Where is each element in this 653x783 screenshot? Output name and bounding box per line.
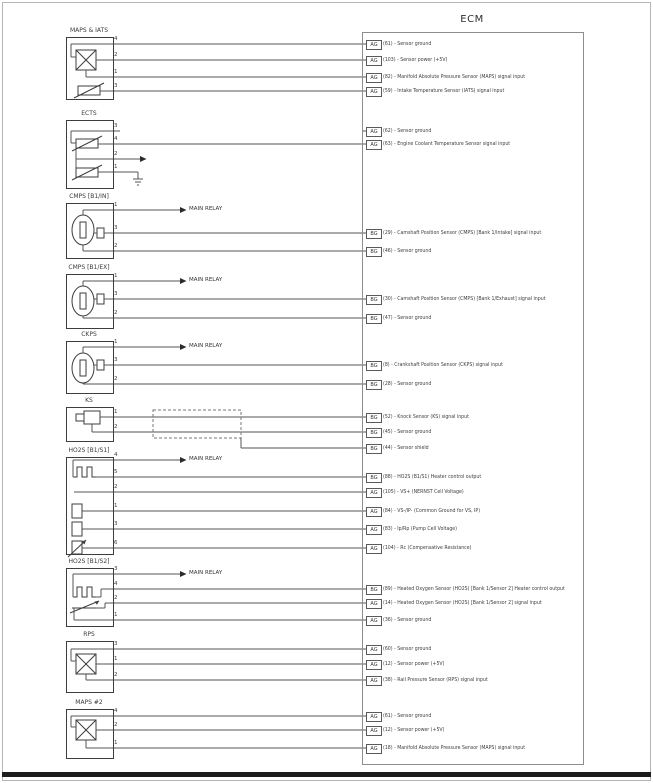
pin-number: 3 — [114, 566, 118, 572]
terminal-description: (46) - Sensor ground — [383, 247, 432, 254]
terminal-connector-box: BG — [366, 314, 382, 324]
terminal-description: (18) - Manifold Absolute Pressure Sensor (MAPS) signal input — [383, 744, 526, 751]
component-label-rps: RPS — [83, 631, 95, 638]
terminal-connector-box: AG — [366, 507, 382, 517]
pin-number: 1 — [114, 202, 118, 208]
component-box-ects — [66, 120, 114, 189]
terminal-description: (44) - Sensor shield — [383, 444, 429, 451]
pin-number: 1 — [114, 273, 118, 279]
component-box-ks — [66, 407, 114, 442]
pin-number: 2 — [114, 376, 118, 382]
pin-number: 3 — [114, 521, 118, 527]
pin-number: 1 — [114, 656, 118, 662]
pin-number: 2 — [114, 424, 118, 430]
terminal-description: (30) - Camshaft Position Sensor (CMPS) [Bank 1/Exhaust] signal input — [383, 295, 546, 302]
terminal-connector-box: AG — [366, 676, 382, 686]
component-label-cmps-b1-in: CMPS [B1/IN] — [69, 193, 109, 200]
component-box-ckps — [66, 341, 114, 394]
terminal-description: (89) - Heated Oxygen Sensor (HO2S) [Bank 1/Sensor 2] Heater control output — [383, 585, 565, 592]
pin-number: 3 — [114, 641, 118, 647]
component-label-ckps: CKPS — [81, 331, 97, 338]
terminal-description: (82) - Manifold Absolute Pressure Sensor (MAPS) signal input — [383, 73, 526, 80]
terminal-connector-box: AG — [366, 56, 382, 66]
pin-number: 4 — [114, 136, 118, 142]
pin-number: 1 — [114, 612, 118, 618]
terminal-connector-box: AG — [366, 544, 382, 554]
pin-number: 1 — [114, 409, 118, 415]
terminal-connector-box: BG — [366, 380, 382, 390]
terminal-connector-box: AG — [366, 712, 382, 722]
pin-number: 1 — [114, 339, 118, 345]
pin-number: 2 — [114, 310, 118, 316]
terminal-description: (36) - Sensor ground — [383, 616, 432, 623]
pin-number: 5 — [114, 469, 118, 475]
pin-number: 2 — [114, 243, 118, 249]
terminal-connector-box: AG — [366, 744, 382, 754]
pin-number: 2 — [114, 52, 118, 58]
component-label-cmps-b1-ex: CMPS [B1/EX] — [68, 264, 110, 271]
terminal-description: (8) - Crankshaft Position Sensor (CKPS) signal input — [383, 361, 503, 368]
terminal-description: (12) - Sensor power (+5V) — [383, 660, 445, 667]
component-box-rps — [66, 641, 114, 693]
terminal-description: (28) - Sensor ground — [383, 380, 432, 387]
terminal-connector-box: BG — [366, 229, 382, 239]
terminal-description: (38) - Rail Pressure Sensor (RPS) signal input — [383, 676, 488, 683]
terminal-connector-box: BG — [366, 295, 382, 305]
terminal-description: (103) - Sensor power (+5V) — [383, 56, 448, 63]
pin-number: 2 — [114, 722, 118, 728]
terminal-connector-box: AG — [366, 87, 382, 97]
terminal-description: (59) - Intake Temperature Sensor (IATS) signal input — [383, 87, 505, 94]
pin-number: 3 — [114, 357, 118, 363]
component-label-ho2s-b1-s2: HO2S [B1/S2] — [68, 558, 110, 565]
terminal-connector-box: BG — [366, 585, 382, 595]
terminal-description: (88) - HO2S (B1/S1) Heater control output — [383, 473, 482, 480]
terminal-description: (52) - Knock Sensor (KS) signal input — [383, 413, 469, 420]
pin-number: 4 — [114, 581, 118, 587]
pin-number: 1 — [114, 164, 118, 170]
terminal-connector-box: BG — [366, 444, 382, 454]
terminal-connector-box: AG — [366, 488, 382, 498]
terminal-connector-box: BG — [366, 413, 382, 423]
main-relay-label: MAIN RELAY — [189, 277, 223, 283]
terminal-description: (29) - Camshaft Position Sensor (CMPS) [Bank 1/Intake] signal input — [383, 229, 542, 236]
terminal-description: (12) - Sensor power (+5V) — [383, 726, 445, 733]
pin-number: 3 — [114, 123, 118, 129]
terminal-connector-box: AG — [366, 140, 382, 150]
pin-number: 4 — [114, 452, 118, 458]
pin-number: 2 — [114, 484, 118, 490]
terminal-connector-box: BG — [366, 428, 382, 438]
component-box-ho2s-b1-s2 — [66, 568, 114, 627]
pin-number: 1 — [114, 503, 118, 509]
terminal-description: (104) - Rc (Compensative Resistance) — [383, 544, 472, 551]
main-relay-label: MAIN RELAY — [189, 570, 223, 576]
terminal-description: (14) - Heated Oxygen Sensor (HO2S) [Bank 1/Sensor 2] signal input — [383, 599, 542, 606]
component-box-maps-2 — [66, 709, 114, 759]
terminal-connector-box: AG — [366, 616, 382, 626]
pin-number: 2 — [114, 595, 118, 601]
terminal-connector-box: AG — [366, 127, 382, 137]
component-label-ects: ECTS — [81, 110, 97, 117]
terminal-connector-box: AG — [366, 660, 382, 670]
terminal-connector-box: AG — [366, 525, 382, 535]
terminal-description: (61) - Sensor ground — [383, 40, 432, 47]
page-bottom-rule — [2, 772, 651, 777]
component-label-ks: KS — [85, 397, 93, 404]
terminal-description: (62) - Sensor ground — [383, 127, 432, 134]
component-box-ho2s-b1-s1 — [66, 457, 114, 555]
terminal-connector-box: BG — [366, 473, 382, 483]
terminal-description: (45) - Sensor ground — [383, 428, 432, 435]
terminal-description: (60) - Sensor ground — [383, 645, 432, 652]
terminal-connector-box: AG — [366, 40, 382, 50]
terminal-connector-box: BG — [366, 361, 382, 371]
pin-number: 4 — [114, 708, 118, 714]
pin-number: 4 — [114, 36, 118, 42]
pin-number: 3 — [114, 291, 118, 297]
pin-number: 2 — [114, 151, 118, 157]
component-label-maps-iats: MAPS & IATS — [69, 27, 109, 34]
terminal-connector-box: BG — [366, 247, 382, 257]
component-box-maps-iats — [66, 37, 114, 100]
terminal-connector-box: AG — [366, 73, 382, 83]
component-box-cmps-b1-in — [66, 203, 114, 259]
component-label-ho2s-b1-s1: HO2S [B1/S1] — [68, 447, 110, 454]
terminal-description: (63) - Engine Coolant Temperature Sensor signal input — [383, 140, 511, 147]
pin-number: 1 — [114, 740, 118, 746]
main-relay-label: MAIN RELAY — [189, 206, 223, 212]
pin-number: 1 — [114, 69, 118, 75]
terminal-description: (47) - Sensor ground — [383, 314, 432, 321]
pin-number: 3 — [114, 225, 118, 231]
pin-number: 3 — [114, 83, 118, 89]
main-relay-label: MAIN RELAY — [189, 456, 223, 462]
component-box-cmps-b1-ex — [66, 274, 114, 329]
ecm-title: ECM — [460, 14, 484, 25]
terminal-description: (84) - VS-/IP- (Common Ground for VS, IP) — [383, 507, 481, 514]
terminal-description: (83) - Ip/Rp (Pump Cell Voltage) — [383, 525, 458, 532]
main-relay-label: MAIN RELAY — [189, 343, 223, 349]
component-label-maps-2: MAPS #2 — [75, 699, 103, 706]
terminal-description: (105) - VS+ (NERNST Cell Voltage) — [383, 488, 464, 495]
pin-number: 2 — [114, 672, 118, 678]
terminal-description: (61) - Sensor ground — [383, 712, 432, 719]
terminal-connector-box: AG — [366, 599, 382, 609]
terminal-connector-box: AG — [366, 645, 382, 655]
pin-number: 6 — [114, 540, 118, 546]
terminal-connector-box: AG — [366, 726, 382, 736]
